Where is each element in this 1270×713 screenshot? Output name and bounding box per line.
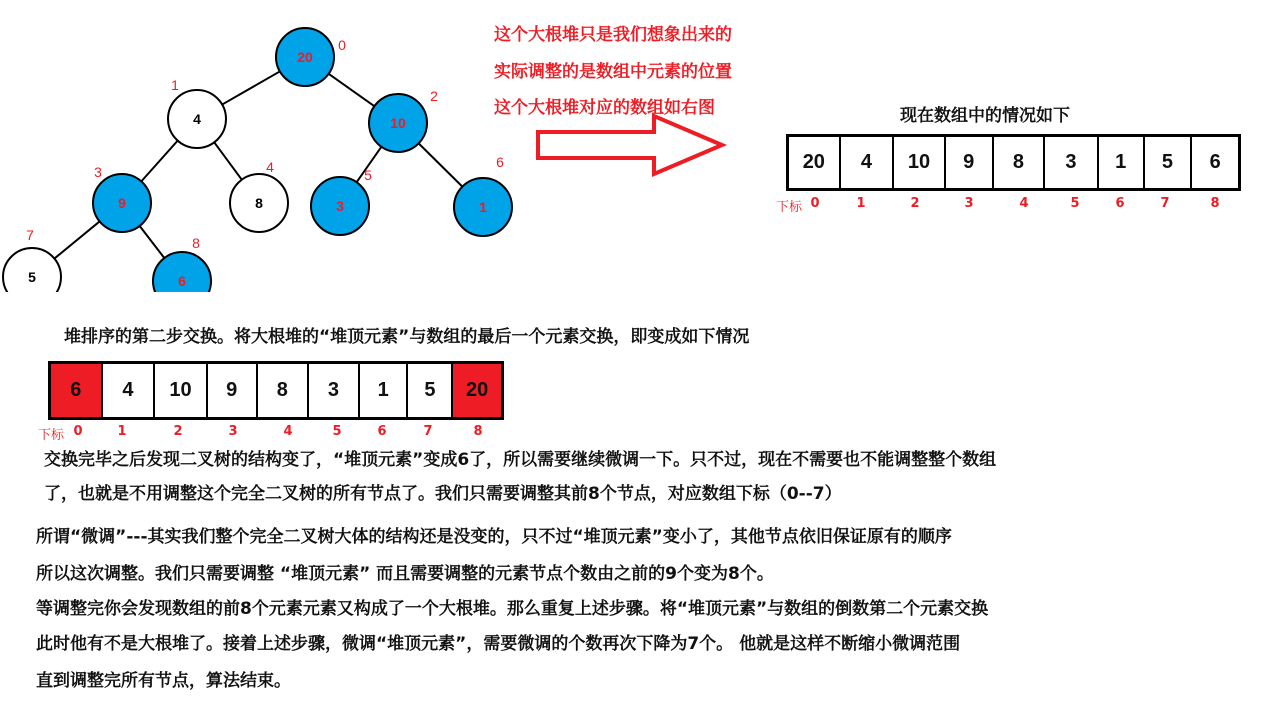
tree-node — [369, 88, 438, 152]
array-index: 7 — [1160, 196, 1170, 211]
array-index: 0 — [810, 196, 820, 211]
tree-node — [153, 235, 211, 292]
tree-node-index: 7 — [26, 227, 34, 243]
note-line-2: 实际调整的是数组中元素的位置 — [494, 62, 732, 82]
tree-node-value: 5 — [28, 269, 36, 285]
array-cell: 1 — [1099, 137, 1145, 188]
array-index: 2 — [910, 196, 920, 211]
tree-edge — [140, 226, 165, 258]
note-line-1: 这个大根堆只是我们想象出来的 — [494, 25, 732, 45]
array-cell: 3 — [309, 364, 360, 417]
tree-edge — [54, 221, 99, 258]
array-cell: 5 — [408, 364, 453, 417]
tree-node-value: 20 — [297, 49, 313, 65]
array-cell: 10 — [894, 137, 946, 188]
tree-edge — [214, 142, 242, 179]
array-cell: 4 — [841, 137, 895, 188]
tree-edge — [329, 74, 375, 106]
array-index: 0 — [73, 424, 83, 439]
paragraph-2-line-3: 等调整完你会发现数组的前8个元素元素又构成了一个大根堆。那么重复上述步骤。将“堆顶元素”与数组的倒数第二个元素交换 — [36, 599, 989, 619]
tree-node-index: 0 — [338, 37, 346, 53]
array-index: 8 — [473, 424, 483, 439]
array-cell: 1 — [360, 364, 409, 417]
array-index: 5 — [1070, 196, 1080, 211]
tree-node-index: 6 — [496, 154, 504, 170]
array-index: 1 — [856, 196, 866, 211]
paragraph-2-line-1: 所谓“微调”---其实我们整个完全二叉树大体的结构还是没变的，只不过“堆顶元素”变小了，其他节点依旧保证原有的顺序 — [36, 527, 952, 547]
array-cell: 20 — [453, 364, 501, 417]
array-index: 1 — [117, 424, 127, 439]
array-index: 3 — [964, 196, 974, 211]
array-current — [786, 134, 1241, 191]
tree-node-value: 10 — [390, 115, 406, 131]
array-cell: 8 — [994, 137, 1046, 188]
index-label: 下标 — [38, 428, 65, 443]
tree-node — [276, 28, 346, 86]
paragraph-2-line-5: 直到调整完所有节点，算法结束。 — [36, 671, 291, 691]
array-cell: 9 — [208, 364, 258, 417]
tree-node-value: 9 — [118, 195, 126, 211]
array-index: 5 — [332, 424, 342, 439]
note-line-3: 这个大根堆对应的数组如右图 — [494, 98, 715, 118]
array-index: 7 — [423, 424, 433, 439]
array-cell: 6 — [1192, 137, 1238, 188]
paragraph-2-line-4: 此时他有不是大根堆了。接着上述步骤，微调“堆顶元素”，需要微调的个数再次下降为7个。 他就是这样不断缩小微调范围 — [36, 634, 961, 654]
tree-edge — [222, 71, 280, 104]
array-cell: 9 — [946, 137, 994, 188]
paragraph-1-line-1: 交换完毕之后发现二叉树的结构变了，“堆顶元素”变成6了，所以需要继续微调一下。只不过，现在不需要也不能调整整个数组 — [44, 450, 997, 470]
array-index: 3 — [228, 424, 238, 439]
array-index: 8 — [1210, 196, 1220, 211]
tree-node-index: 1 — [171, 77, 179, 93]
array-cell: 5 — [1145, 137, 1193, 188]
tree-edge — [141, 141, 177, 182]
paragraph-1-line-2: 了，也就是不用调整这个完全二叉树的所有节点了。我们只需要调整其前8个节点，对应数组下标（0--7） — [44, 484, 842, 504]
step-description: 堆排序的第二步交换。将大根堆的“堆顶元素”与数组的最后一个元素交换，即变成如下情况 — [64, 327, 750, 347]
tree-node — [454, 154, 512, 236]
tree-node — [168, 77, 226, 148]
array-cell: 8 — [258, 364, 310, 417]
tree-node-index: 2 — [430, 88, 438, 104]
array-cell: 3 — [1045, 137, 1099, 188]
array-after-swap — [48, 361, 504, 420]
tree-node-value: 8 — [255, 195, 263, 211]
tree-node-index: 8 — [192, 235, 200, 251]
index-label: 下标 — [776, 200, 803, 215]
tree-node-value: 1 — [479, 199, 487, 215]
array-cell: 10 — [155, 364, 208, 417]
array-cell: 4 — [103, 364, 156, 417]
array-index: 6 — [377, 424, 387, 439]
array-cell: 20 — [789, 137, 841, 188]
tree-edge — [419, 143, 463, 186]
tree-node — [3, 227, 61, 292]
tree-node-value: 4 — [193, 111, 201, 127]
array-index: 4 — [1019, 196, 1029, 211]
array-current-indices — [0, 196, 1270, 214]
array-cell: 6 — [51, 364, 103, 417]
array-index: 4 — [283, 424, 293, 439]
array-after-swap-indices — [0, 424, 1270, 442]
array-index: 6 — [1115, 196, 1125, 211]
paragraph-2-line-2: 所以这次调整。我们只需要调整 “堆顶元素” 而且需要调整的元素节点个数由之前的9个变为8个。 — [36, 564, 774, 584]
heap-tree-diagram — [0, 0, 560, 292]
tree-node-index: 5 — [364, 167, 372, 183]
array-index: 2 — [173, 424, 183, 439]
array-caption: 现在数组中的情况如下 — [900, 106, 1070, 126]
tree-node-value: 3 — [336, 198, 344, 214]
tree-node-index: 3 — [94, 164, 102, 180]
tree-node-value: 6 — [178, 273, 186, 289]
tree-node-index: 4 — [266, 159, 274, 175]
right-arrow-icon — [534, 112, 730, 178]
